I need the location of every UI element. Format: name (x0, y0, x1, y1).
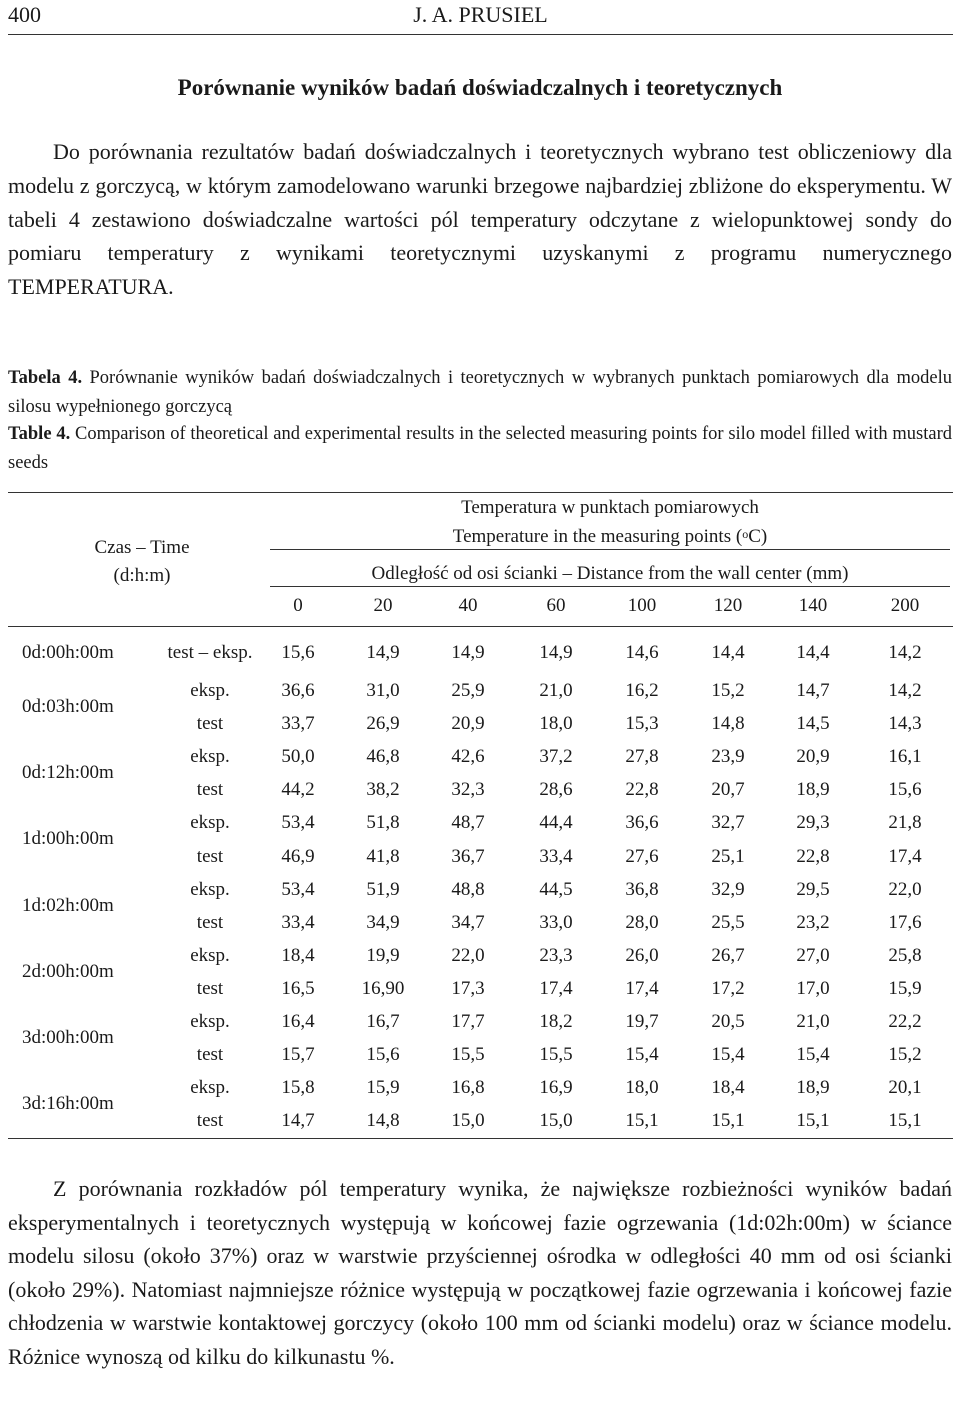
measurement-type-cell: eksp. (190, 1011, 230, 1032)
temperature-value-cell: 17,7 (451, 1011, 485, 1032)
temperature-value-cell: 14,8 (711, 713, 745, 735)
measurement-type-cell: test (196, 845, 224, 867)
measurement-type-cell: test (196, 977, 224, 999)
temperature-value-cell: 15,3 (625, 713, 659, 735)
temperature-value-cell: 22,0 (888, 878, 922, 900)
temperature-value-cell: 37,2 (539, 746, 573, 768)
temperature-value-cell: 28,0 (625, 911, 659, 933)
temperature-value-cell: 18,0 (625, 1077, 659, 1099)
temperature-value-cell: 20,9 (451, 713, 485, 735)
distance-header-value: 60 (546, 595, 566, 616)
time-header-line1: Czas – Time (94, 537, 190, 558)
temperature-value-cell: 17,2 (711, 977, 745, 999)
temperature-value-cell: 22,0 (451, 944, 485, 966)
measurement-type-cell: test – eksp. (167, 642, 253, 663)
time-cell: 1d:02h:00m (22, 894, 114, 916)
intro-paragraph: Do porównania rezultatów badań doświadczalnych i teoretycznych wybrano test obliczeniowy dla modelu z gorczycą, w którym zamodelowano warunki brzegowe najbardziej zbliżone do eksperymentu. W tabeli 4 zestawiono doświadczalne wartości pól temperatury odczytane z wielopunktowej sondy do pomiaru temperatury z wynikami teoretycznymi uzyskanymi z programu numerycznego TEMPERATURA. (8, 139, 952, 300)
temperature-value-cell: 15,1 (888, 1110, 922, 1132)
caption-en-label: Table 4. (8, 424, 71, 444)
temperature-value-cell: 21,0 (796, 1011, 830, 1032)
temperature-value-cell: 32,7 (711, 812, 745, 834)
temperature-value-cell: 26,0 (625, 944, 659, 966)
temperature-value-cell: 15,6 (366, 1044, 400, 1066)
temperature-value-cell: 16,7 (366, 1011, 400, 1032)
measurement-type-cell: test (196, 1110, 224, 1132)
temperature-value-cell: 26,9 (366, 713, 400, 735)
temperature-value-cell: 14,7 (796, 680, 830, 701)
temp-header-rule (270, 549, 950, 550)
temperature-value-cell: 29,3 (796, 812, 830, 834)
temperature-value-cell: 15,1 (625, 1110, 659, 1132)
temperature-value-cell: 18,4 (711, 1077, 745, 1099)
temperature-value-cell: 33,0 (539, 911, 573, 933)
temperature-value-cell: 26,7 (711, 944, 745, 966)
temperature-value-cell: 16,1 (888, 746, 922, 768)
temperature-value-cell: 18,9 (796, 779, 830, 801)
temperature-value-cell: 44,5 (539, 878, 573, 900)
temperature-value-cell: 31,0 (366, 680, 400, 701)
temperature-value-cell: 33,4 (539, 845, 573, 867)
temperature-value-cell: 38,2 (366, 779, 400, 801)
temperature-value-cell: 14,2 (888, 642, 922, 663)
measurement-type-cell: test (196, 713, 224, 735)
temperature-value-cell: 28,6 (539, 779, 573, 801)
temperature-value-cell: 14,6 (625, 642, 659, 663)
temperature-value-cell: 17,4 (888, 845, 922, 867)
time-header-line2: (d:h:m) (113, 565, 171, 586)
temperature-value-cell: 16,5 (281, 977, 315, 999)
temperature-value-cell: 14,4 (711, 642, 745, 663)
distance-header-value: 200 (890, 595, 920, 616)
temperature-value-cell: 36,6 (281, 680, 315, 701)
caption-pl-text: Porównanie wyników badań doświadczalnych i teoretycznych w wybranych punktach pomiarowych dla modelu silosu wypełnionego gorczycą (8, 368, 952, 417)
temperature-value-cell: 14,9 (539, 642, 573, 663)
running-head (8, 0, 953, 35)
measurement-type-cell: eksp. (190, 746, 230, 768)
measurement-type-cell: eksp. (190, 680, 230, 701)
temperature-value-cell: 16,2 (625, 680, 659, 701)
temperature-value-cell: 16,90 (361, 977, 405, 999)
temperature-value-cell: 18,4 (281, 944, 315, 966)
temperature-value-cell: 15,7 (281, 1044, 315, 1066)
distance-header: Odległość od osi ścianki – Distance from the wall center (mm) (371, 563, 849, 584)
measurement-type-cell: test (196, 779, 224, 801)
temperature-value-cell: 14,9 (451, 642, 485, 663)
temperature-value-cell: 15,2 (711, 680, 745, 701)
table-top-rule (8, 492, 953, 493)
temperature-value-cell: 20,9 (796, 746, 830, 768)
time-cell: 1d:00h:00m (22, 828, 114, 850)
temperature-value-cell: 27,6 (625, 845, 659, 867)
temperature-value-cell: 15,6 (888, 779, 922, 801)
temperature-value-cell: 33,7 (281, 713, 315, 735)
temperature-value-cell: 46,9 (281, 845, 315, 867)
temperature-value-cell: 15,8 (281, 1077, 315, 1099)
table-caption-pl (8, 364, 952, 422)
temperature-value-cell: 15,4 (796, 1044, 830, 1066)
measurement-type-cell: test (196, 1044, 224, 1066)
temperature-value-cell: 14,7 (281, 1110, 315, 1132)
temperature-value-cell: 25,9 (451, 680, 485, 701)
conclusion-paragraph: Z porównania rozkładów pól temperatury wynika, że największe rozbieżności wyników badań eksperymentalnych i teoretycznych występują w końcowej fazie ogrzewania (1d:02h:00m) w ściance modelu silosu (około 37%) oraz w warstwie przyściennej ośrodka w odległości 40 mm od osi ścianki (około 29%). Natomiast najmniejsze różnice występują w początkowej fazie ogrzewania i końcowej fazie chłodzenia w warstwie kontaktowej gorczycy (około 100 mm od ścianki modelu) oraz w ściance modelu. Różnice wynoszą od kilku do kilkunastu %. (8, 1176, 952, 1369)
time-cell: 0d:12h:00m (22, 762, 114, 784)
temperature-value-cell: 27,8 (625, 746, 659, 768)
temperature-value-cell: 22,2 (888, 1011, 922, 1032)
temperature-value-cell: 15,1 (796, 1110, 830, 1132)
temperature-value-cell: 44,2 (281, 779, 315, 801)
temperature-value-cell: 16,4 (281, 1011, 315, 1032)
header-bottom-rule (8, 626, 953, 627)
temperature-value-cell: 15,4 (625, 1044, 659, 1066)
section-title: Porównanie wyników badań doświadczalnych i teoretycznych (177, 75, 783, 100)
temp-header-en: Temperature in the measuring points ($^o$C) (452, 526, 768, 547)
temperature-value-cell: 18,2 (539, 1011, 573, 1032)
running-head-author: J. A. PRUSIEL (413, 2, 548, 27)
measurement-type-cell: eksp. (190, 812, 230, 834)
temperature-value-cell: 48,8 (451, 878, 485, 900)
temperature-value-cell: 25,5 (711, 911, 745, 933)
temperature-value-cell: 51,8 (366, 812, 400, 834)
measurement-type-cell: test (196, 911, 224, 933)
temperature-value-cell: 16,8 (451, 1077, 485, 1099)
temperature-value-cell: 48,7 (451, 812, 485, 834)
temperature-value-cell: 17,0 (796, 977, 830, 999)
temperature-value-cell: 32,9 (711, 878, 745, 900)
temperature-value-cell: 21,8 (888, 812, 922, 834)
temperature-value-cell: 14,4 (796, 642, 830, 663)
temperature-value-cell: 20,7 (711, 779, 745, 801)
temperature-value-cell: 46,8 (366, 746, 400, 768)
time-cell: 0d:03h:00m (22, 696, 114, 717)
distance-header-value: 40 (458, 595, 478, 616)
temperature-value-cell: 14,9 (366, 642, 400, 663)
temperature-value-cell: 23,3 (539, 944, 573, 966)
temperature-value-cell: 15,0 (451, 1110, 485, 1132)
temperature-value-cell: 44,4 (539, 812, 573, 834)
temperature-value-cell: 23,2 (796, 911, 830, 933)
degree-superscript: o (742, 527, 749, 541)
temperature-value-cell: 15,0 (539, 1110, 573, 1132)
temperature-value-cell: 53,4 (281, 812, 315, 834)
temperature-value-cell: 15,9 (888, 977, 922, 999)
caption-en-text: Comparison of theoretical and experimental results in the selected measuring points for silo model filled with mustard seeds (8, 424, 952, 473)
temperature-value-cell: 15,5 (451, 1044, 485, 1066)
temperature-value-cell: 14,2 (888, 680, 922, 701)
temperature-value-cell: 53,4 (281, 878, 315, 900)
temperature-value-cell: 27,0 (796, 944, 830, 966)
page-number: 400 (8, 2, 41, 27)
temp-header-pl: Temperatura w punktach pomiarowych (461, 497, 759, 518)
temperature-value-cell: 25,1 (711, 845, 745, 867)
temperature-value-cell: 18,9 (796, 1077, 830, 1099)
distance-header-value: 120 (713, 595, 743, 616)
measurement-type-cell: eksp. (190, 1077, 230, 1099)
table-caption-en (8, 420, 952, 478)
temperature-value-cell: 23,9 (711, 746, 745, 768)
temperature-value-cell: 16,9 (539, 1077, 573, 1099)
temperature-value-cell: 14,5 (796, 713, 830, 735)
temperature-value-cell: 19,7 (625, 1011, 659, 1032)
temperature-value-cell: 22,8 (796, 845, 830, 867)
time-cell: 2d:00h:00m (22, 960, 114, 982)
temperature-value-cell: 25,8 (888, 944, 922, 966)
temperature-value-cell: 32,3 (451, 779, 485, 801)
temperature-value-cell: 17,3 (451, 977, 485, 999)
temperature-value-cell: 18,0 (539, 713, 573, 735)
temperature-value-cell: 34,7 (451, 911, 485, 933)
temperature-value-cell: 36,8 (625, 878, 659, 900)
temperature-value-cell: 15,5 (539, 1044, 573, 1066)
temperature-value-cell: 41,8 (366, 845, 400, 867)
time-cell: 0d:00h:00m (22, 642, 114, 663)
distance-header-value: 140 (798, 595, 828, 616)
distance-header-rule (270, 586, 950, 587)
table-bottom-rule (8, 1138, 953, 1139)
temperature-value-cell: 17,4 (625, 977, 659, 999)
temperature-value-cell: 42,6 (451, 746, 485, 768)
temperature-value-cell: 15,1 (711, 1110, 745, 1132)
temperature-value-cell: 17,4 (539, 977, 573, 999)
distance-header-value: 20 (373, 595, 393, 616)
distance-header-value: 0 (293, 595, 303, 616)
temperature-value-cell: 15,4 (711, 1044, 745, 1066)
temperature-value-cell: 50,0 (281, 746, 315, 768)
caption-pl-label: Tabela 4. (8, 368, 83, 388)
temperature-value-cell: 22,8 (625, 779, 659, 801)
temperature-value-cell: 20,5 (711, 1011, 745, 1032)
temperature-value-cell: 15,6 (281, 642, 315, 663)
temperature-value-cell: 17,6 (888, 911, 922, 933)
temperature-value-cell: 15,9 (366, 1077, 400, 1099)
measurement-type-cell: eksp. (190, 944, 230, 966)
temperature-value-cell: 19,9 (366, 944, 400, 966)
temperature-value-cell: 20,1 (888, 1077, 922, 1099)
temperature-value-cell: 29,5 (796, 878, 830, 900)
measurement-type-cell: eksp. (190, 878, 230, 900)
temperature-value-cell: 14,3 (888, 713, 922, 735)
temperature-value-cell: 51,9 (366, 878, 400, 900)
temperature-value-cell: 36,6 (625, 812, 659, 834)
time-cell: 3d:00h:00m (22, 1027, 114, 1048)
temperature-value-cell: 36,7 (451, 845, 485, 867)
temperature-value-cell: 33,4 (281, 911, 315, 933)
distance-header-value: 100 (627, 595, 657, 616)
temperature-value-cell: 14,8 (366, 1110, 400, 1132)
time-cell: 3d:16h:00m (22, 1093, 114, 1115)
temperature-value-cell: 15,2 (888, 1044, 922, 1066)
temperature-value-cell: 34,9 (366, 911, 400, 933)
temperature-value-cell: 21,0 (539, 680, 573, 701)
